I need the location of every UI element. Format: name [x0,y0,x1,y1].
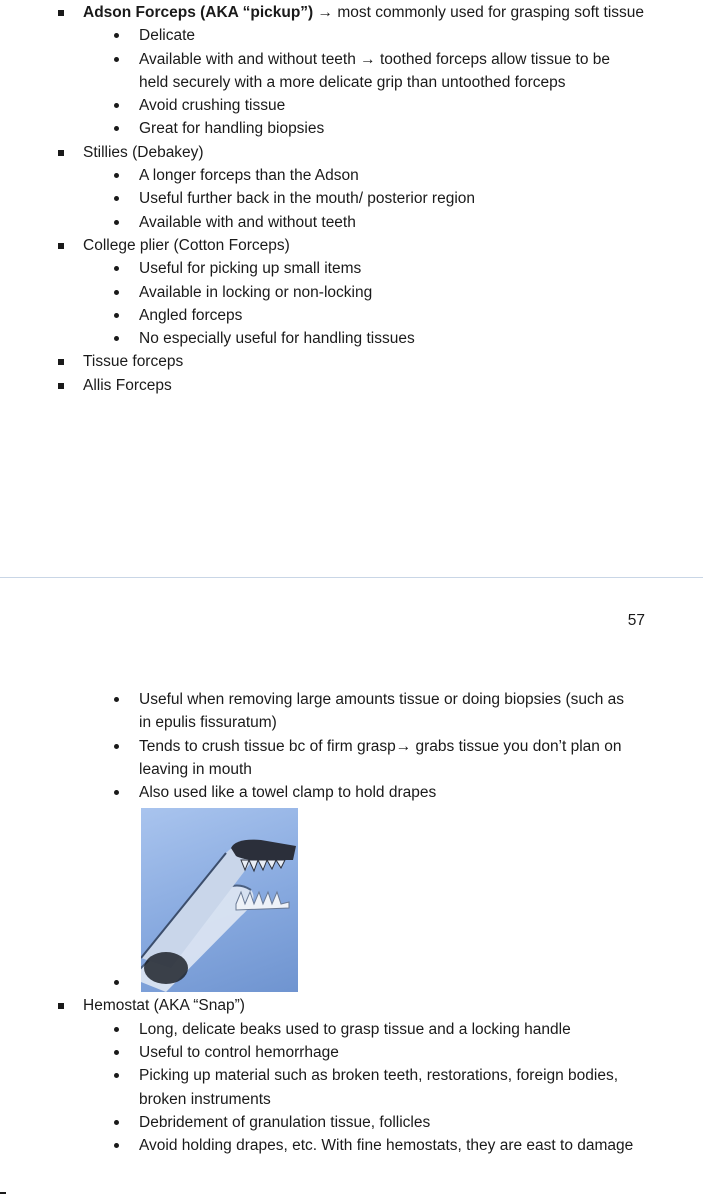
sub-item-text: Available with and without teeth → toothed forceps allow tissue to be held securely with a more delicate grip than untoothed forceps [139,50,611,91]
sub-list-item-photo [0,804,703,994]
sub-item-text: Avoid crushing tissue [139,97,286,115]
sub-item-text: Also used like a towel clamp to hold drapes [139,784,437,802]
dot-bullet-icon [114,1120,119,1125]
dot-bullet-icon [114,57,119,62]
item-title: Adson Forceps (AKA “pickup”) [83,4,314,21]
square-bullet-icon [58,383,64,389]
dot-bullet-icon [114,126,119,131]
dot-bullet-icon [114,980,119,985]
dot-bullet-icon [114,744,119,749]
instrument-list [0,1,703,397]
item-title: Hemostat (AKA “Snap”) [83,997,245,1015]
page-number: 57 [627,612,645,629]
dot-bullet-icon [114,290,119,295]
dot-bullet-icon [114,1050,119,1055]
sub-item-text: Useful when removing large amounts tissue or doing biopsies (such as in epulis fissuratum) [139,691,625,732]
page-top [0,0,703,578]
sub-list-item [0,211,703,234]
item-title: Tissue forceps [83,353,184,371]
dot-bullet-icon [114,173,119,178]
dot-bullet-icon [114,266,119,271]
dot-bullet-icon [114,1027,119,1032]
sub-item-text: Available in locking or non-locking [139,283,373,301]
list-item-hemostat [0,994,703,1017]
list-item-stillies [0,141,703,164]
list-item-college-plier [0,234,703,257]
allis-forceps-photo [141,808,298,992]
dot-bullet-icon [114,220,119,225]
sub-list-item [0,117,703,140]
sub-item-text: A longer forceps than the Adson [139,167,359,185]
list-item-adson-forceps [0,1,703,24]
forceps-illustration-icon [141,808,298,992]
sub-list-item [0,1064,703,1111]
sub-list-item [0,1018,703,1041]
sub-list-item [0,48,703,95]
list-item-tissue-forceps [0,350,703,373]
page-bottom [0,578,703,1200]
sub-item-text: Available with and without teeth [139,213,356,231]
sub-item-text: Debridement of granulation tissue, follicles [139,1113,431,1131]
sub-list-item [0,164,703,187]
dot-bullet-icon [114,196,119,201]
sub-item-text: Tends to crush tissue bc of firm grasp→ grabs tissue you don’t plan on leaving in mouth [139,737,622,778]
sub-list-item [0,327,703,350]
sub-list-item [0,688,703,735]
dot-bullet-icon [114,1143,119,1148]
sub-list-item [0,281,703,304]
sub-item-text: Delicate [139,27,195,45]
sub-list-item [0,1134,703,1157]
sub-item-text: Useful for picking up small items [139,260,362,278]
sub-item-text: Long, delicate beaks used to grasp tissue and a locking handle [139,1020,571,1038]
sub-item-text: Avoid holding drapes, etc. With fine hemostats, they are east to damage [139,1137,634,1155]
sub-list-item [0,94,703,117]
item-title: Stillies (Debakey) [83,143,204,161]
item-description: → most commonly used for grasping soft tissue [313,4,645,21]
page-edge-mark [0,1192,6,1194]
dot-bullet-icon [114,336,119,341]
instrument-list-continued [0,688,703,1158]
sub-list-item [0,257,703,280]
sub-list-item [0,781,703,804]
square-bullet-icon [58,10,64,16]
square-bullet-icon [58,359,64,365]
sub-item-text: No especially useful for handling tissues [139,330,415,348]
sub-list-item [0,24,703,47]
sub-list-item [0,1111,703,1134]
sub-item-text: Great for handling biopsies [139,120,325,138]
dot-bullet-icon [114,313,119,318]
sub-item-text: Useful further back in the mouth/ posterior region [139,190,476,208]
square-bullet-icon [58,243,64,249]
dot-bullet-icon [114,697,119,702]
dot-bullet-icon [114,1073,119,1078]
dot-bullet-icon [114,103,119,108]
sub-list-item [0,187,703,210]
item-title: College plier (Cotton Forceps) [83,236,290,254]
square-bullet-icon [58,1003,64,1009]
sub-list-item [0,735,703,782]
sub-item-text: Angled forceps [139,306,243,324]
item-title: Allis Forceps [83,376,172,394]
list-item-allis-forceps [0,374,703,397]
sub-list-item [0,1041,703,1064]
sub-list-item [0,304,703,327]
sub-item-text: Useful to control hemorrhage [139,1044,339,1062]
dot-bullet-icon [114,790,119,795]
dot-bullet-icon [114,33,119,38]
square-bullet-icon [58,150,64,156]
sub-item-text: Picking up material such as broken teeth, restorations, foreign bodies, broken instruments [139,1067,619,1108]
